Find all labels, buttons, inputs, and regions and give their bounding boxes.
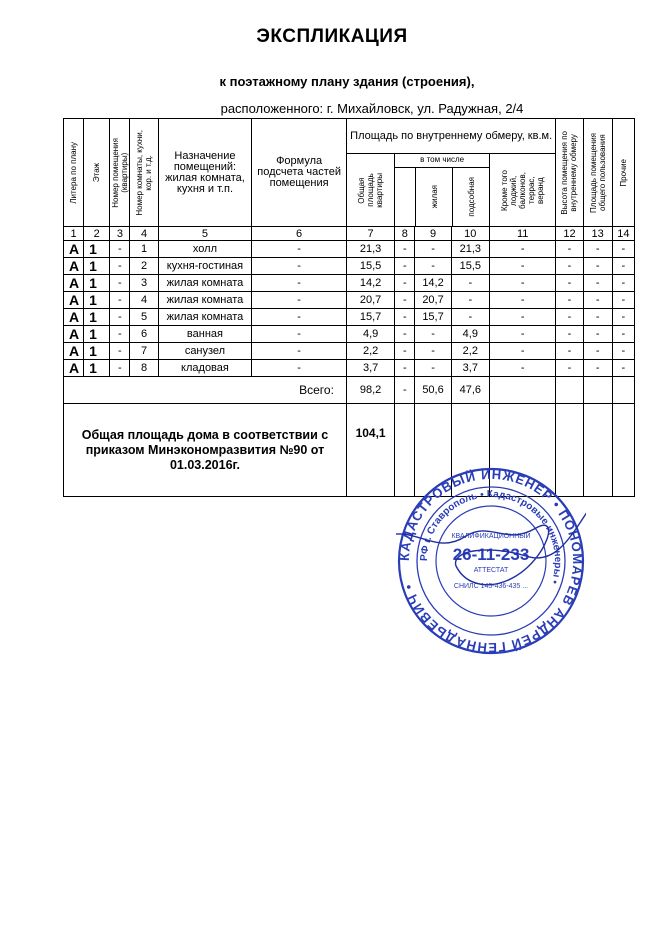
header-living: жилая bbox=[416, 168, 453, 226]
cell-lit: А bbox=[64, 343, 84, 360]
stamp-number: 26-11-233 bbox=[452, 545, 530, 564]
header-area-group: Площадь по внутреннему обмеру, кв.м. bbox=[346, 119, 555, 154]
cell-c13: - bbox=[583, 292, 612, 309]
cell-name: жилая комната bbox=[158, 292, 252, 309]
cell-floor: 1 bbox=[84, 292, 110, 309]
cell-formula: - bbox=[252, 275, 347, 292]
header-col8 bbox=[395, 168, 416, 226]
total-row bbox=[64, 377, 635, 404]
cell-aux: 4,9 bbox=[451, 326, 489, 343]
cell-formula: - bbox=[252, 360, 347, 377]
table-body bbox=[64, 241, 635, 377]
column-number: 2 bbox=[84, 227, 110, 241]
cell-total: 3,7 bbox=[346, 360, 394, 377]
header-purpose: Назначение помещений: жилая комната, кухня и т.п. bbox=[158, 119, 252, 227]
header-total-area: Общая площадь квартиры bbox=[346, 154, 394, 227]
header-loggias: Кроме того лоджий, балконов, террас, веранд bbox=[489, 154, 555, 227]
header-including bbox=[395, 154, 490, 227]
column-number: 3 bbox=[110, 227, 130, 241]
cell-floor: 1 bbox=[84, 360, 110, 377]
cell-lit: А bbox=[64, 241, 84, 258]
cell-living: - bbox=[415, 258, 451, 275]
cell-c11: - bbox=[489, 275, 555, 292]
cell-room: 5 bbox=[130, 309, 158, 326]
cell-c13: - bbox=[583, 275, 612, 292]
cell-c11: - bbox=[489, 258, 555, 275]
cell-apt: - bbox=[110, 258, 130, 275]
cell-room: 1 bbox=[130, 241, 158, 258]
cadastral-engineer-stamp bbox=[396, 466, 586, 656]
cell-aux: 3,7 bbox=[451, 360, 489, 377]
cell-living: 14,2 bbox=[415, 275, 451, 292]
cell-c8: - bbox=[395, 309, 415, 326]
total-area-value: 98,2 bbox=[346, 377, 394, 404]
cell-apt: - bbox=[110, 292, 130, 309]
stamp-inner-text: РФ г. Ставрополь • Кадастровые инженеры • bbox=[418, 488, 564, 586]
header-common-area: Площадь помещения общего пользования bbox=[583, 119, 612, 227]
cell-lit: А bbox=[64, 258, 84, 275]
table-row bbox=[64, 241, 635, 258]
cell-c13: - bbox=[583, 241, 612, 258]
cell-c14: - bbox=[612, 292, 634, 309]
cell-c12: - bbox=[556, 275, 583, 292]
cell-room: 3 bbox=[130, 275, 158, 292]
cell-c14: - bbox=[612, 326, 634, 343]
cell-c12: - bbox=[556, 360, 583, 377]
header-auxiliary: подсобная bbox=[466, 177, 476, 217]
cell-apt: - bbox=[110, 343, 130, 360]
cell-c11: - bbox=[489, 326, 555, 343]
cell-room: 8 bbox=[130, 360, 158, 377]
cell-total: 14,2 bbox=[346, 275, 394, 292]
cell-c14: - bbox=[612, 360, 634, 377]
cell-floor: 1 bbox=[84, 326, 110, 343]
document-address: расположенного: г. Михайловск, ул. Радужная, 2/4 bbox=[220, 101, 524, 116]
cell-apt: - bbox=[110, 241, 130, 258]
cell-total: 15,7 bbox=[346, 309, 394, 326]
table-row bbox=[64, 309, 635, 326]
cell-floor: 1 bbox=[84, 241, 110, 258]
cell-c12: - bbox=[556, 309, 583, 326]
cell-formula: - bbox=[252, 258, 347, 275]
cell-c11: - bbox=[489, 309, 555, 326]
cell-living: - bbox=[415, 343, 451, 360]
cell-c12: - bbox=[556, 241, 583, 258]
cell-lit: А bbox=[64, 275, 84, 292]
cell-c13: - bbox=[583, 360, 612, 377]
stamp-center-top: КВАЛИФИКАЦИОННЫЙ bbox=[451, 533, 531, 540]
table-row bbox=[64, 326, 635, 343]
document-subtitle: к поэтажному плану здания (строения), bbox=[219, 74, 475, 89]
cell-c11: - bbox=[489, 360, 555, 377]
column-number: 7 bbox=[346, 227, 394, 241]
header-height: Высота помещения по внутреннему обмеру bbox=[556, 119, 583, 227]
column-number: 9 bbox=[415, 227, 451, 241]
cell-aux: 21,3 bbox=[451, 241, 489, 258]
cell-living: - bbox=[415, 360, 451, 377]
cell-c8: - bbox=[395, 326, 415, 343]
cell-c13: - bbox=[583, 309, 612, 326]
column-number: 8 bbox=[395, 227, 415, 241]
column-number: 5 bbox=[158, 227, 252, 241]
cell-c8: - bbox=[395, 275, 415, 292]
column-number-row bbox=[64, 227, 635, 241]
cell-aux: - bbox=[451, 292, 489, 309]
cell-c11: - bbox=[489, 292, 555, 309]
cell-name: ванная bbox=[158, 326, 252, 343]
official-area-value: 104,1 bbox=[346, 404, 394, 497]
cell-apt: - bbox=[110, 360, 130, 377]
cell-living: 20,7 bbox=[415, 292, 451, 309]
total-label: Всего: bbox=[252, 377, 347, 404]
cell-floor: 1 bbox=[84, 343, 110, 360]
cell-c14: - bbox=[612, 309, 634, 326]
total-aux-value: 47,6 bbox=[451, 377, 489, 404]
explication-table bbox=[63, 118, 635, 497]
cell-total: 21,3 bbox=[346, 241, 394, 258]
cell-floor: 1 bbox=[84, 309, 110, 326]
header-room: Номер комнаты, кухни, кор. и т.д. bbox=[130, 119, 158, 227]
cell-apt: - bbox=[110, 326, 130, 343]
table-row bbox=[64, 275, 635, 292]
header-including-label: в том числе bbox=[395, 154, 489, 168]
cell-total: 4,9 bbox=[346, 326, 394, 343]
cell-c14: - bbox=[612, 343, 634, 360]
header-row-1 bbox=[64, 119, 635, 154]
cell-formula: - bbox=[252, 241, 347, 258]
column-number: 10 bbox=[451, 227, 489, 241]
cell-c11: - bbox=[489, 241, 555, 258]
cell-total: 15,5 bbox=[346, 258, 394, 275]
cell-name: жилая комната bbox=[158, 275, 252, 292]
table-row bbox=[64, 343, 635, 360]
cell-room: 7 bbox=[130, 343, 158, 360]
cell-living: - bbox=[415, 241, 451, 258]
cell-c14: - bbox=[612, 275, 634, 292]
cell-c12: - bbox=[556, 292, 583, 309]
header-litera: Литера по плану bbox=[64, 119, 84, 227]
total-living-value: 50,6 bbox=[415, 377, 451, 404]
cell-name: санузел bbox=[158, 343, 252, 360]
cell-room: 6 bbox=[130, 326, 158, 343]
cell-c8: - bbox=[395, 360, 415, 377]
cell-floor: 1 bbox=[84, 258, 110, 275]
cell-total: 2,2 bbox=[346, 343, 394, 360]
cell-name: жилая комната bbox=[158, 309, 252, 326]
total-col8-value: - bbox=[395, 377, 415, 404]
cell-lit: А bbox=[64, 360, 84, 377]
cell-aux: - bbox=[451, 275, 489, 292]
header-floor: Этаж bbox=[84, 119, 110, 227]
cell-c12: - bbox=[556, 326, 583, 343]
cell-c14: - bbox=[612, 241, 634, 258]
cell-living: - bbox=[415, 326, 451, 343]
header-other: Прочие bbox=[612, 119, 634, 227]
stamp-attestat: АТТЕСТАТ bbox=[473, 567, 509, 574]
cell-c12: - bbox=[556, 343, 583, 360]
cell-aux: - bbox=[451, 309, 489, 326]
header-formula: Формула подсчета частей помещения bbox=[252, 119, 347, 227]
cell-c12: - bbox=[556, 258, 583, 275]
cell-name: кухня-гостиная bbox=[158, 258, 252, 275]
cell-formula: - bbox=[252, 309, 347, 326]
official-area-label: Общая площадь дома в соответствии с приказом Минэкономразвития №90 от 01.03.2016г. bbox=[64, 404, 347, 497]
table-row bbox=[64, 292, 635, 309]
cell-c13: - bbox=[583, 326, 612, 343]
cell-apt: - bbox=[110, 309, 130, 326]
cell-c8: - bbox=[395, 258, 415, 275]
document-title: ЭКСПЛИКАЦИЯ bbox=[256, 26, 408, 47]
table-row bbox=[64, 360, 635, 377]
stamp-snils: СНИЛС 145-436-435 ... bbox=[453, 583, 529, 590]
cell-aux: 2,2 bbox=[451, 343, 489, 360]
cell-lit: А bbox=[64, 326, 84, 343]
cell-c14: - bbox=[612, 258, 634, 275]
header-apartment: Номер помещения (квартиры) bbox=[110, 119, 130, 227]
cell-c13: - bbox=[583, 258, 612, 275]
cell-c8: - bbox=[395, 292, 415, 309]
cell-room: 2 bbox=[130, 258, 158, 275]
stamp-outer-text: КАДАСТРОВЫЙ ИНЖЕНЕР • ПОНОМАРЕВ АНДРЕЙ ГЕННАДЬЕВИЧ • bbox=[396, 466, 586, 656]
cell-c8: - bbox=[395, 241, 415, 258]
column-number: 14 bbox=[612, 227, 634, 241]
table-row bbox=[64, 258, 635, 275]
cell-c8: - bbox=[395, 343, 415, 360]
cell-total: 20,7 bbox=[346, 292, 394, 309]
cell-room: 4 bbox=[130, 292, 158, 309]
cell-formula: - bbox=[252, 292, 347, 309]
cell-living: 15,7 bbox=[415, 309, 451, 326]
cell-c13: - bbox=[583, 343, 612, 360]
cell-formula: - bbox=[252, 326, 347, 343]
cell-lit: А bbox=[64, 309, 84, 326]
cell-aux: 15,5 bbox=[451, 258, 489, 275]
column-number: 4 bbox=[130, 227, 158, 241]
cell-lit: А bbox=[64, 292, 84, 309]
column-number: 11 bbox=[489, 227, 555, 241]
cell-floor: 1 bbox=[84, 275, 110, 292]
cell-name: холл bbox=[158, 241, 252, 258]
column-number: 6 bbox=[252, 227, 347, 241]
cell-name: кладовая bbox=[158, 360, 252, 377]
cell-apt: - bbox=[110, 275, 130, 292]
cell-formula: - bbox=[252, 343, 347, 360]
column-number: 13 bbox=[583, 227, 612, 241]
column-number: 12 bbox=[556, 227, 583, 241]
cell-c11: - bbox=[489, 343, 555, 360]
column-number: 1 bbox=[64, 227, 84, 241]
